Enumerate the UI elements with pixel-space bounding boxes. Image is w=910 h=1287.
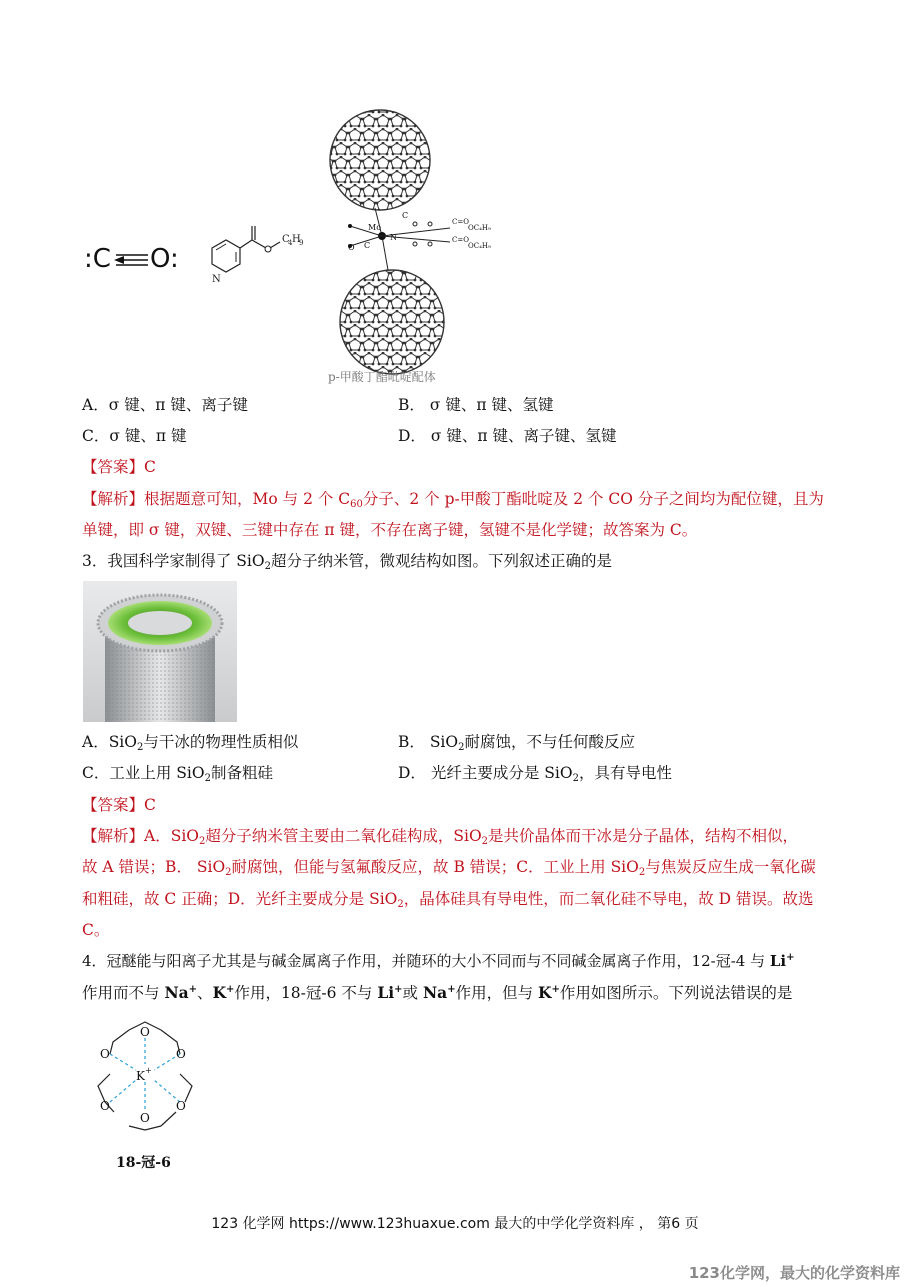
crown-o2: O — [176, 1047, 186, 1061]
analysis-text: ，晶体硅具有导电性，而二氧化硅不导电，故 D 错误。故选 — [403, 890, 814, 908]
crown-caption: 18-冠-6 — [116, 1155, 171, 1171]
q3-stem — [82, 551, 612, 571]
superscript: + — [188, 983, 198, 995]
butyl-nicotinate-structure — [196, 212, 306, 288]
c2-label: C — [364, 241, 371, 250]
na-ion: Na — [422, 983, 448, 1002]
option-text: B． SiO — [398, 733, 459, 751]
analysis-tag: 【解析】 — [82, 490, 145, 508]
complex-caption: p-甲酸丁酯吡啶配体 — [328, 370, 436, 384]
ester-4-label: 4 — [288, 239, 293, 247]
oc2b-label: OC₄H₉ — [468, 242, 491, 250]
analysis-text: 耐腐蚀，但能与氢氟酸反应，故 B 错误；C．工业上用 SiO — [231, 858, 639, 876]
mo-label: Mo — [368, 223, 382, 232]
sio2-nanotube-image — [83, 581, 237, 722]
subscript: 2 — [204, 773, 211, 784]
analysis-text: 与焦炭反应生成一氧化碳 — [645, 858, 816, 876]
crown-o4: O — [140, 1111, 150, 1125]
oc1b-label: OC₄H₉ — [468, 224, 491, 232]
fullerene-top — [330, 110, 430, 210]
superscript: + — [551, 983, 560, 995]
ester-9-label: 9 — [299, 239, 304, 247]
q3-option-d — [398, 763, 672, 783]
subscript: 2 — [572, 773, 579, 784]
superscript: + — [447, 983, 456, 995]
analysis-text: 和粗硅，故 C 正确；D．光纤主要成分是 SiO — [82, 890, 398, 908]
q3-analysis-line1 — [82, 826, 798, 846]
co-carbon: :C — [84, 244, 111, 274]
li-ion: Li — [769, 952, 787, 970]
q3-option-a — [82, 732, 298, 752]
q3-answer: 【答案】C — [82, 796, 156, 814]
q3-analysis-line2 — [82, 857, 816, 877]
stem-text: 3．我国科学家制得了 SiO — [82, 552, 265, 570]
co-oxygen — [150, 244, 179, 274]
analysis-text: 是共价晶体而干冰是分子晶体，结构不相似， — [488, 827, 799, 845]
subscript: 2 — [397, 899, 404, 910]
stem-text: 作用如图所示。下列说法错误的是 — [559, 984, 793, 1002]
co-formula — [84, 244, 111, 274]
na-ion: Na — [164, 983, 189, 1002]
stem-text: 作用，但与 — [455, 984, 539, 1002]
page-footer: 123 化学网 https://www.123huaxue.com 最大的中学化学资料库 ， 第6 页 — [211, 1216, 699, 1232]
option-text: 制备粗硅 — [210, 764, 273, 782]
q4-stem-line2 — [82, 983, 792, 1003]
ring-n-label: N — [212, 274, 221, 285]
c1-label: C — [402, 211, 409, 220]
option-text: C．工业上用 SiO — [82, 764, 205, 782]
crown-o6: O — [100, 1047, 110, 1061]
analysis-text: 根据题意可知，Mo 与 2 个 C — [144, 490, 351, 508]
analysis-text: 分子、2 个 p-甲酸丁酯吡啶及 2 个 CO 分子之间均为配位键，且为 — [362, 490, 824, 508]
option-text: 耐腐蚀，不与任何酸反应 — [464, 733, 635, 751]
18-crown-6-structure — [80, 1016, 210, 1132]
subscript: 2 — [638, 867, 646, 878]
q2-analysis-line2: 单键，即 σ 键，双键、三键中存在 π 键，不存在离子键，氢键不是化学键；故答案为 C。 — [82, 521, 698, 539]
subscript: 2 — [264, 561, 271, 572]
crown-k-charge: + — [145, 1066, 152, 1075]
q3-option-c — [82, 763, 273, 783]
option-text: ，具有导电性 — [578, 764, 672, 782]
subscript: 2 — [481, 836, 489, 847]
crown-o3: O — [176, 1099, 186, 1113]
k-ion: K — [538, 983, 552, 1002]
analysis-text: A．SiO — [144, 827, 199, 845]
crown-k-center: K — [136, 1069, 145, 1083]
stem-text: 超分子纳米管，微观结构如图。下列叙述正确的是 — [270, 552, 612, 570]
o-label: O — [348, 243, 355, 252]
q4-stem-line1 — [82, 951, 795, 971]
subscript: 2 — [199, 836, 206, 847]
q2-option-a: A．σ 键、π 键、离子键 — [82, 396, 248, 414]
stem-text: 或 — [402, 984, 423, 1002]
stem-text: 作用而不与 — [82, 984, 165, 1002]
oc1-label: C=O — [452, 218, 469, 226]
stem-text: 4．冠醚能与阳离子尤其是与碱金属离子作用，并随环的大小不同而与不同碱金属离子作用，12-冠-4 与 — [82, 952, 770, 970]
subscript: 2 — [225, 867, 232, 878]
k-ion: K — [212, 983, 227, 1002]
co-dative-bond — [112, 250, 152, 270]
q2-option-d: D． σ 键、π 键、离子键、氢键 — [398, 427, 617, 445]
q2-answer: 【答案】C — [82, 458, 156, 476]
subscript: 60 — [350, 499, 363, 510]
subscript: 2 — [458, 742, 465, 753]
subscript: 2 — [136, 742, 144, 753]
option-text: A．SiO — [82, 733, 137, 751]
superscript: + — [394, 983, 403, 995]
ester-h-label: H — [292, 234, 301, 245]
stem-text: 作用，18-冠-6 不与 — [234, 984, 378, 1002]
q3-analysis-line3 — [82, 889, 814, 909]
q2-analysis-line1 — [82, 489, 824, 509]
superscript: + — [786, 952, 795, 963]
analysis-text: 故 A 错误；B． SiO — [82, 858, 226, 876]
watermark: 123化学网，最大的化学资料库 — [688, 1264, 900, 1282]
option-text: D． 光纤主要成分是 SiO — [398, 764, 573, 782]
option-text: 与干冰的物理性质相似 — [143, 733, 299, 751]
mo-fullerene-complex — [320, 100, 520, 385]
li-ion: Li — [377, 983, 395, 1002]
stem-text: 、 — [197, 984, 213, 1002]
q3-option-b — [398, 732, 635, 752]
crown-o5: O — [100, 1099, 110, 1113]
analysis-tag: 【解析】 — [82, 827, 145, 845]
q2-option-c: C．σ 键、π 键 — [82, 427, 187, 445]
oc2-label: C=O — [452, 236, 469, 244]
n-label: N — [390, 233, 397, 242]
superscript: + — [226, 983, 235, 995]
crown-o1: O — [140, 1025, 150, 1039]
q2-option-b: B． σ 键、π 键、氢键 — [398, 396, 554, 414]
ester-c-label: C — [282, 234, 290, 245]
q3-analysis-line4: C。 — [82, 921, 110, 939]
co-o-label: O: — [150, 244, 179, 274]
analysis-text: 超分子纳米管主要由二氧化硅构成，SiO — [205, 827, 482, 845]
fullerene-bottom — [340, 270, 444, 374]
